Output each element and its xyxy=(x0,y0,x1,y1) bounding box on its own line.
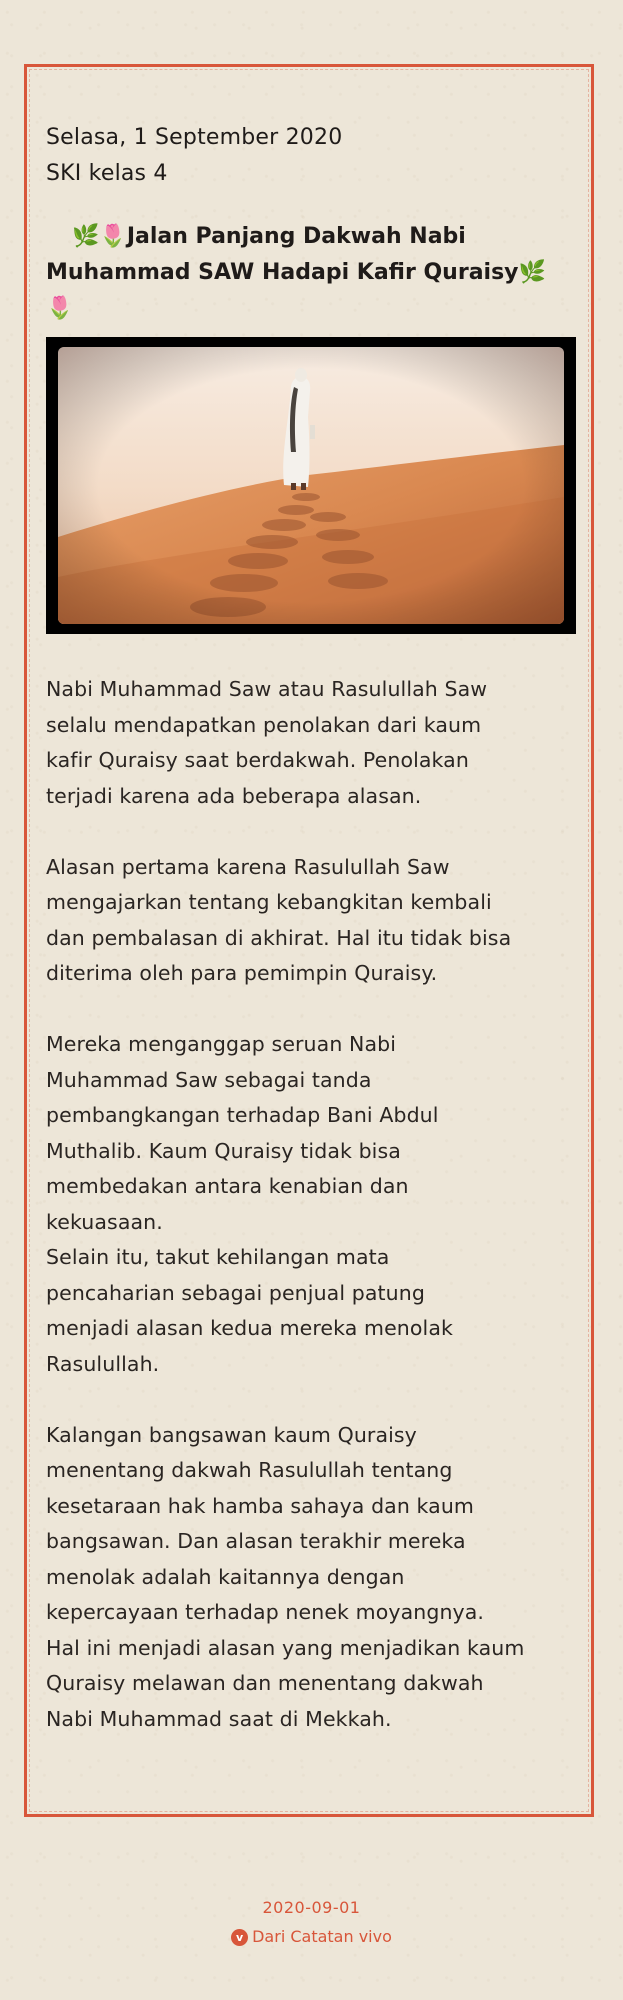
text-line: Muthalib. Kaum Quraisy tidak bisa xyxy=(46,1138,401,1163)
text-line: menjadi alasan kedua mereka menolak xyxy=(46,1316,453,1340)
tulip-icon: 🌷 xyxy=(99,224,127,249)
text-line: bangsawan. Dan alasan terakhir mereka xyxy=(46,1529,466,1553)
text-line: mengajarkan tentang kebangkitan kembali xyxy=(46,890,492,914)
note-title-line2: Muhammad SAW Hadapi Kafir Quraisy xyxy=(46,260,519,285)
text-line: pencaharian sebagai penjual patung xyxy=(46,1280,425,1305)
text-line: kesetaraan hak hamba sahaya dan kaum xyxy=(46,1493,474,1518)
text-line: Kalangan bangsawan kaum Quraisy xyxy=(46,1422,417,1447)
text-line: terjadi karena ada beberapa alasan. xyxy=(46,783,422,808)
text-line: Nabi Muhammad saat di Mekkah. xyxy=(46,1706,392,1731)
text-line: Hal ini menjadi alasan yang menjadikan kaum xyxy=(46,1635,525,1660)
footer-source xyxy=(0,1927,623,1946)
note-class: SKI kelas 4 xyxy=(46,161,168,186)
vivo-logo-icon: v xyxy=(231,1929,248,1946)
text-line: pembangkangan terhadap Bani Abdul xyxy=(46,1103,439,1127)
paragraph-gap xyxy=(46,814,581,850)
note-date: Selasa, 1 September 2020 xyxy=(46,125,343,150)
text-line: Selain itu, takut kehilangan mata xyxy=(46,1245,390,1269)
herb-icon: 🌿 xyxy=(518,260,546,285)
text-line: membedakan antara kenabian dan xyxy=(46,1174,409,1198)
note-title-line1: Jalan Panjang Dakwah Nabi xyxy=(126,224,466,249)
text-line: Rasulullah. xyxy=(46,1351,160,1376)
footer-source-label: Dari Catatan vivo xyxy=(252,1927,392,1946)
text-line: menolak adalah kaitannya dengan xyxy=(46,1564,405,1589)
text-line: kekuasaan. xyxy=(46,1209,163,1234)
text-line: selalu mendapatkan penolakan dari kaum xyxy=(46,712,482,737)
desert-illustration xyxy=(58,347,564,624)
text-line: dan pembalasan di akhirat. Hal itu tidak bisa xyxy=(46,925,512,950)
text-line: Mereka menganggap seruan Nabi xyxy=(46,1032,397,1056)
footer-date: 2020-09-01 xyxy=(262,1898,361,1917)
text-line: menentang dakwah Rasulullah tentang xyxy=(46,1458,453,1482)
text-line: Nabi Muhammad Saw atau Rasulullah Saw xyxy=(46,677,488,701)
text-line: kepercayaan terhadap nenek moyangnya. xyxy=(46,1600,485,1624)
paragraph-2 xyxy=(46,850,581,992)
paragraph-gap xyxy=(46,1382,581,1418)
paragraph-1 xyxy=(46,672,581,814)
note-header xyxy=(46,120,576,327)
desert-photo[interactable] xyxy=(46,337,576,634)
tulip-icon: 🌷 xyxy=(46,296,74,321)
text-line: Quraisy melawan dan menentang dakwah xyxy=(46,1671,484,1695)
paragraph-gap xyxy=(46,992,581,1028)
text-line: kafir Quraisy saat berdakwah. Penolakan xyxy=(46,748,469,772)
herb-icon: 🌿 xyxy=(72,224,100,249)
text-line: diterima oleh para pemimpin Quraisy. xyxy=(46,961,438,985)
note-title xyxy=(46,219,576,327)
paragraph-3 xyxy=(46,1027,581,1382)
paragraph-4 xyxy=(46,1418,581,1738)
text-line: Muhammad Saw sebagai tanda xyxy=(46,1067,372,1092)
text-line: Alasan pertama karena Rasulullah Saw xyxy=(46,854,450,879)
note-body xyxy=(46,672,581,1737)
